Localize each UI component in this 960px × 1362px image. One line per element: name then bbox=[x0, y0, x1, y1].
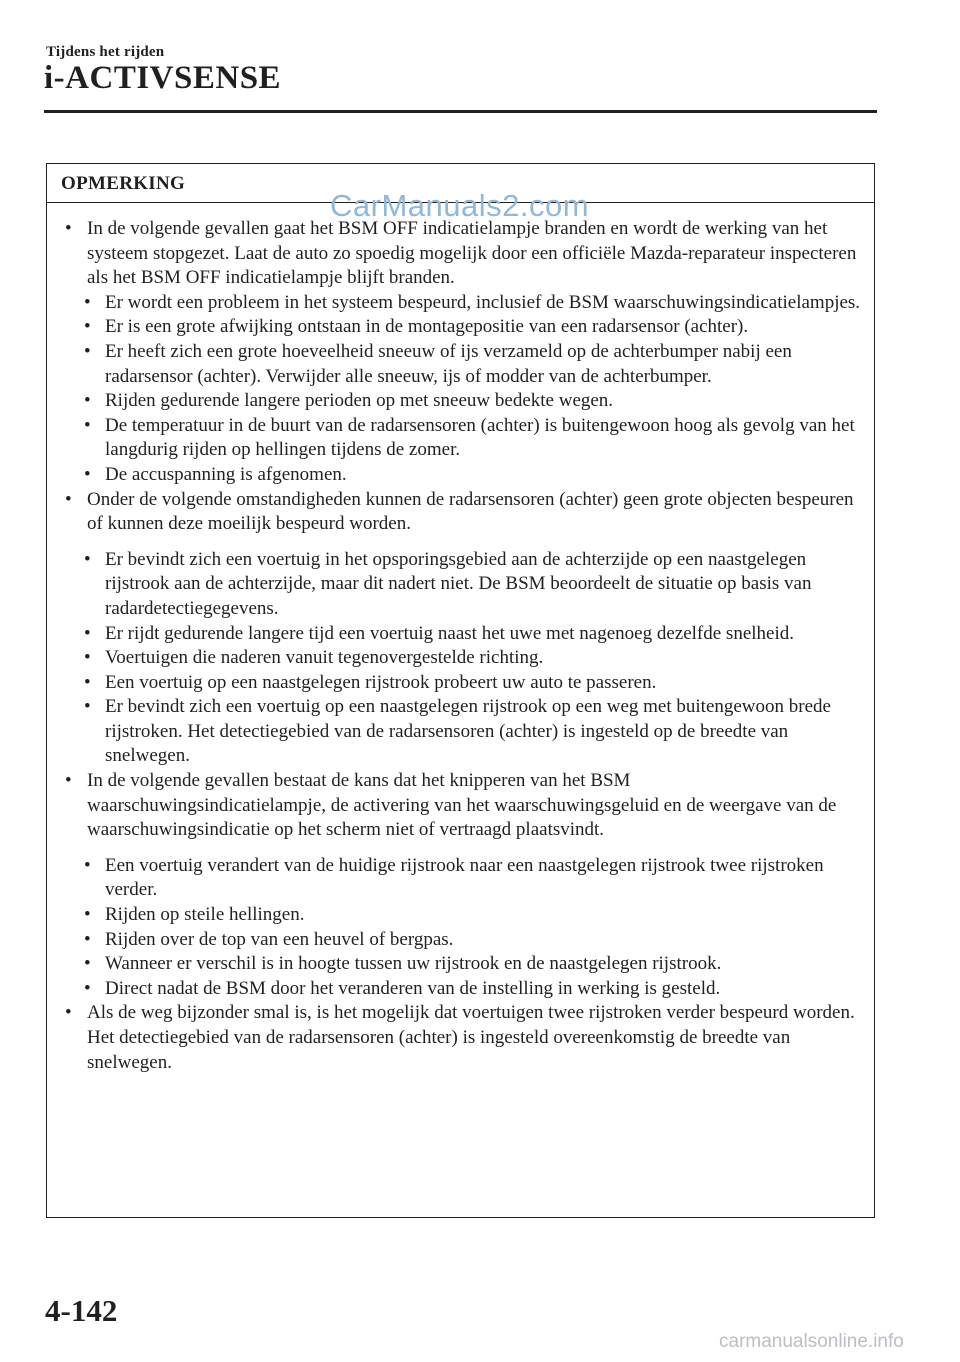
bullet-icon: • bbox=[84, 928, 91, 950]
list-item-text: Rijden over de top van een heuvel of bergpas. bbox=[105, 928, 454, 950]
list-item-text: In de volgende gevallen gaat het BSM OFF indicatielampje branden en wordt de werking van het systeem stopgezet. Laat de auto zo spoedig mogelijk door een officiële Mazda-reparateur inspecteren als het BSM OFF indicatielampje blijft branden. bbox=[87, 218, 857, 289]
bullet-icon: • bbox=[84, 953, 91, 975]
page-title: i-ACTIVSENSE bbox=[44, 60, 282, 96]
page-number: 4-142 bbox=[45, 1293, 118, 1328]
list-item-text: Er bevindt zich een voertuig in het opsporingsgebied aan de achterzijde op een naastgelegen rijstrook aan de achterzijde, maar dit nadert niet. De BSM beoordeelt de situatie op basis van radardetectiegegevens. bbox=[105, 548, 812, 619]
list-item-text: Wanneer er verschil is in hoogte tussen uw rijstrook en de naastgelegen rijstrook. bbox=[105, 953, 722, 975]
sub-list-item bbox=[61, 977, 871, 1002]
bullet-icon: • bbox=[84, 291, 91, 313]
sub-list-item bbox=[61, 315, 871, 340]
bullet-icon: • bbox=[84, 854, 91, 876]
list-item-text: In de volgende gevallen bestaat de kans dat het knipperen van het BSM waarschuwingsindicatielampje, de activering van het waarschuwingsgeluid en de weergave van de waarschuwingsindicatie op het scherm niet of vertraagd plaatsvindt. bbox=[87, 770, 837, 841]
list-item bbox=[61, 769, 871, 843]
bullet-icon: • bbox=[65, 770, 72, 792]
list-item-text: Direct nadat de BSM door het veranderen van de instelling in werking is gesteld. bbox=[105, 977, 721, 999]
list-item-text: Onder de volgende omstandigheden kunnen de radarsensoren (achter) geen grote objecten bespeuren of kunnen deze moeilijk bespeurd worden. bbox=[87, 488, 854, 535]
sub-list-item bbox=[61, 928, 871, 953]
list-item-text: Er heeft zich een grote hoeveelheid sneeuw of ijs verzameld op de achterbumper nabij een radarsensor (achter). Verwijder alle sneeuw, ijs of modder van de achterbumper. bbox=[105, 340, 792, 387]
sub-list-item bbox=[61, 340, 871, 389]
sub-list-item bbox=[61, 903, 871, 928]
sub-list-item bbox=[61, 671, 871, 696]
footer-watermark: carmanualsonline.info bbox=[719, 1331, 904, 1352]
sub-list-item bbox=[61, 695, 871, 769]
list-item-text: Een voertuig op een naastgelegen rijstrook probeert uw auto te passeren. bbox=[105, 671, 657, 693]
list-item-text: De accuspanning is afgenomen. bbox=[105, 463, 347, 485]
watermark-logo: CarManuals2.com bbox=[330, 188, 590, 223]
sub-list-item bbox=[61, 463, 871, 488]
list-item-text: Rijden op steile hellingen. bbox=[105, 904, 305, 926]
list-item-text: Voertuigen die naderen vanuit tegenovergestelde richting. bbox=[105, 647, 544, 669]
bullet-icon: • bbox=[84, 671, 91, 693]
bullet-icon: • bbox=[84, 696, 91, 718]
list-item-text: Een voertuig verandert van de huidige rijstrook naar een naastgelegen rijstrook twee rijstroken verder. bbox=[105, 854, 824, 901]
bullet-icon: • bbox=[84, 414, 91, 436]
bullet-icon: • bbox=[84, 977, 91, 999]
bullet-icon: • bbox=[84, 622, 91, 644]
bullet-icon: • bbox=[84, 316, 91, 338]
note-title: OPMERKING bbox=[61, 173, 186, 194]
list-item bbox=[61, 1001, 871, 1075]
bullet-icon: • bbox=[84, 340, 91, 362]
sub-list-item bbox=[61, 646, 871, 671]
list-item-text: De temperatuur in de buurt van de radarsensoren (achter) is buitengewoon hoog als gevolg van het langdurig rijden op hellingen tijdens de zomer. bbox=[105, 414, 855, 461]
bullet-icon: • bbox=[84, 647, 91, 669]
sub-list-item bbox=[61, 854, 871, 903]
section-label: Tijdens het rijden bbox=[46, 44, 165, 60]
bullet-icon: • bbox=[84, 463, 91, 485]
spacer bbox=[61, 537, 871, 548]
list-item-text: Er wordt een probleem in het systeem bespeurd, inclusief de BSM waarschuwingsindicatielampjes. bbox=[105, 291, 861, 313]
list-item-text: Er bevindt zich een voertuig op een naastgelegen rijstrook op een weg met buitengewoon brede rijstroken. Het detectiegebied van de radarsensoren (achter) is ingesteld op de breedte van snelwegen. bbox=[105, 696, 831, 767]
list-item-text: Als de weg bijzonder smal is, is het mogelijk dat voertuigen twee rijstroken verder bespeurd worden. Het detectiegebied van de radarsensoren (achter) is ingesteld overeenkomstig de breedte van snelwegen. bbox=[87, 1002, 855, 1073]
bullet-icon: • bbox=[65, 488, 72, 510]
bullet-icon: • bbox=[65, 1002, 72, 1024]
note-box bbox=[46, 163, 875, 1218]
list-item bbox=[61, 217, 871, 291]
sub-list-item bbox=[61, 952, 871, 977]
list-item-text: Er rijdt gedurende langere tijd een voertuig naast het uwe met nagenoeg dezelfde snelheid. bbox=[105, 622, 795, 644]
list-item bbox=[61, 488, 871, 537]
sub-list-item bbox=[61, 291, 871, 316]
sub-list-item bbox=[61, 548, 871, 622]
bullet-icon: • bbox=[65, 218, 72, 239]
spacer bbox=[61, 843, 871, 854]
note-body bbox=[61, 217, 871, 1075]
list-item-text: Rijden gedurende langere perioden op met sneeuw bedekte wegen. bbox=[105, 390, 614, 412]
bullet-icon: • bbox=[84, 904, 91, 926]
header-divider bbox=[44, 110, 877, 113]
sub-list-item bbox=[61, 389, 871, 414]
sub-list-item bbox=[61, 414, 871, 463]
bullet-icon: • bbox=[84, 390, 91, 412]
list-item-text: Er is een grote afwijking ontstaan in de montagepositie van een radarsensor (achter). bbox=[105, 316, 749, 338]
sub-list-item bbox=[61, 622, 871, 647]
bullet-icon: • bbox=[84, 548, 91, 570]
